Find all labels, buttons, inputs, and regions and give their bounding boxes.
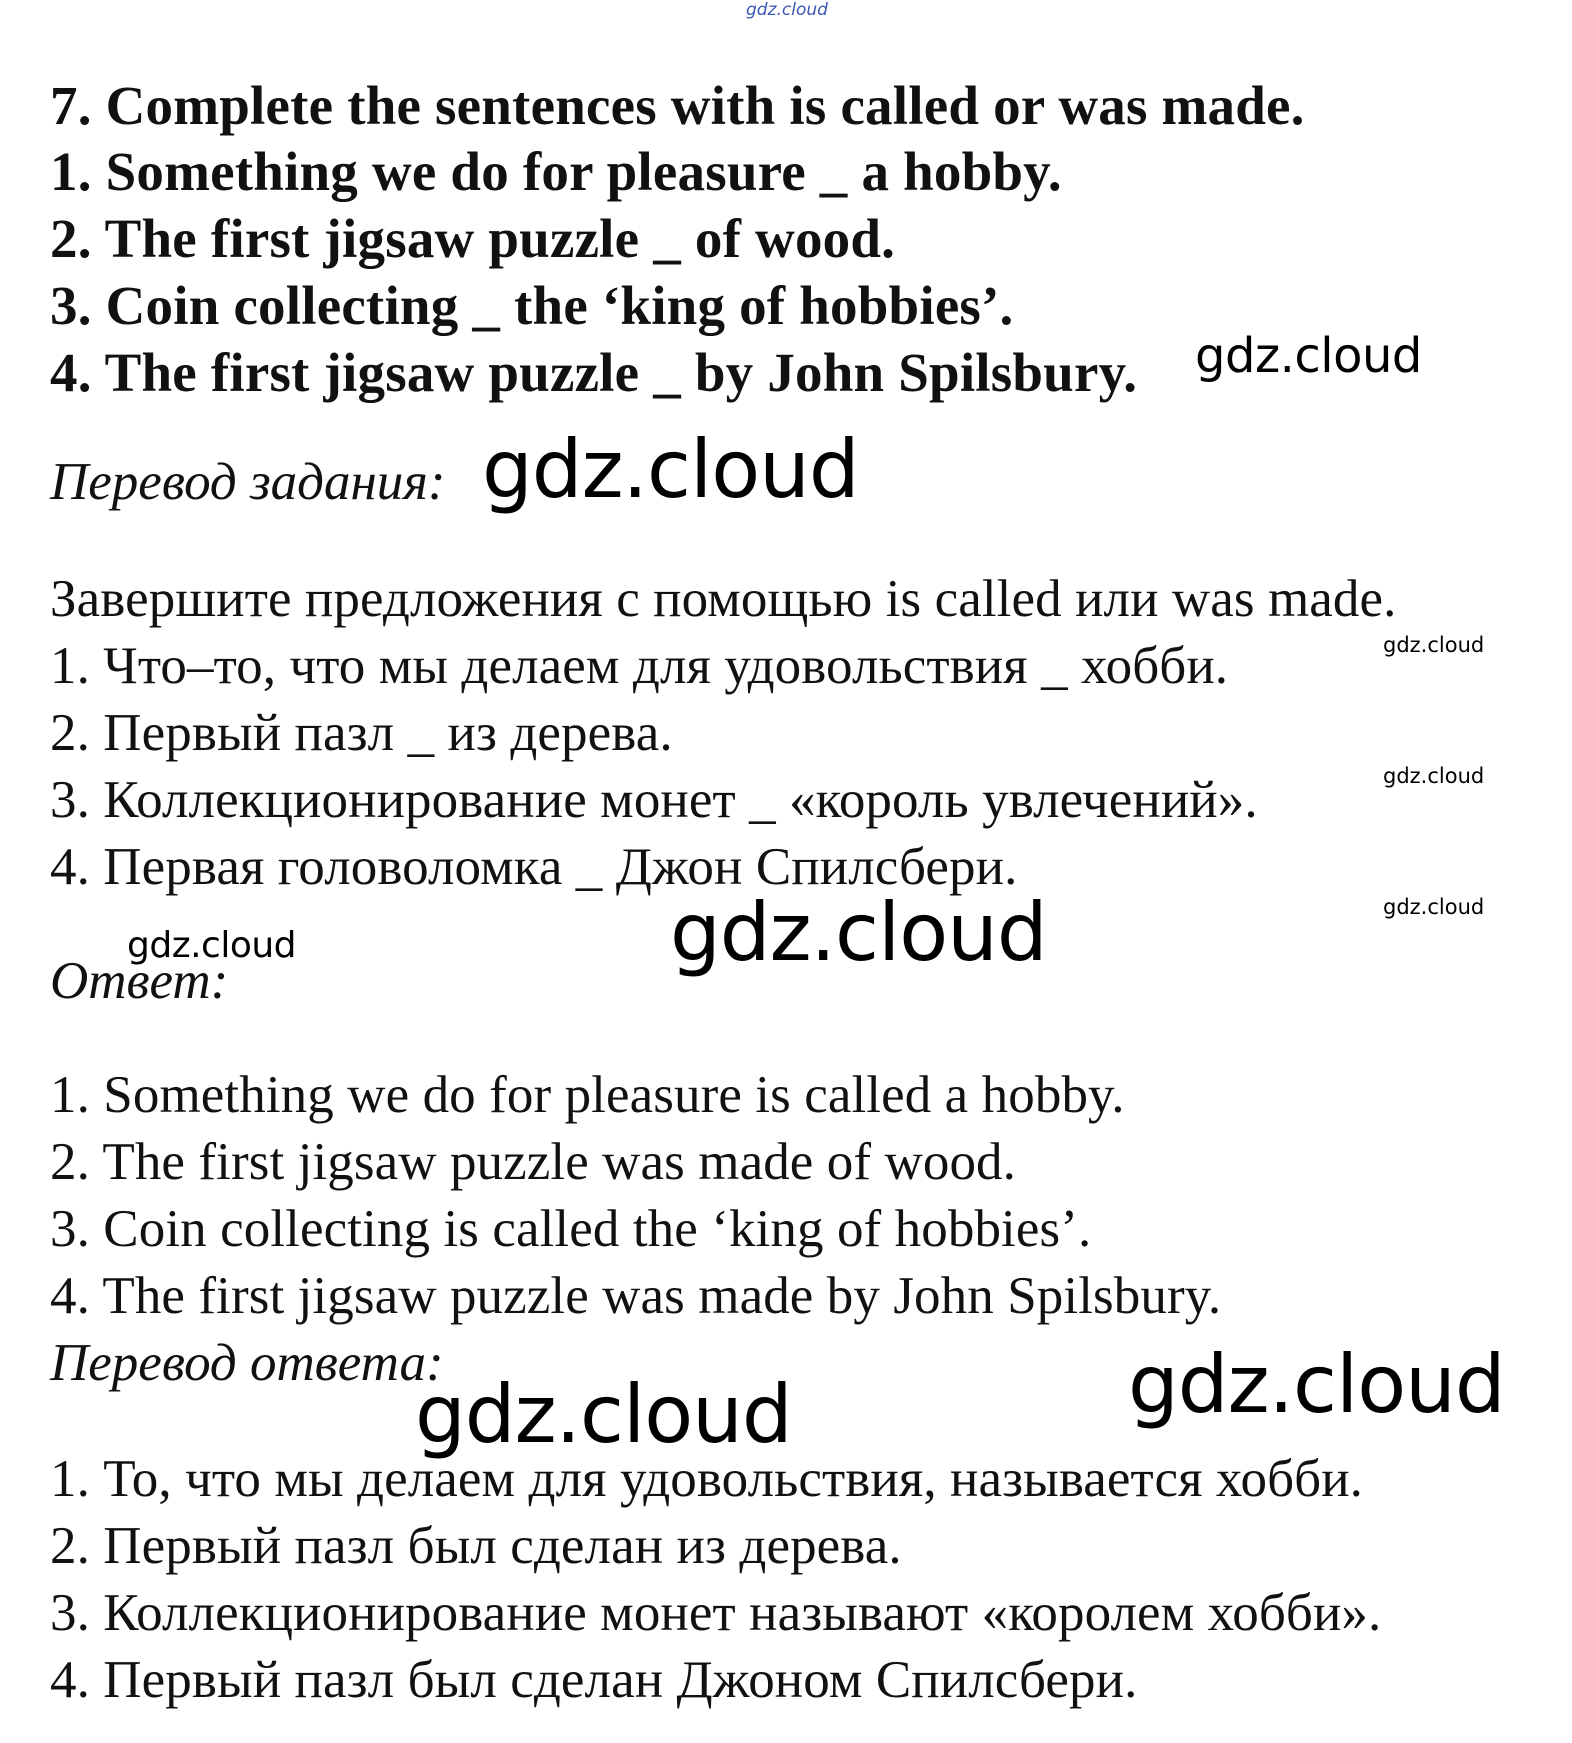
exercise-title: 7. Complete the sentences with is called or was made. — [50, 75, 1305, 136]
watermark: gdz.cloud — [1195, 328, 1422, 384]
answer-translation-item-3: 3. Коллекционирование монет называют «королем хобби». — [50, 1584, 1382, 1642]
watermark: gdz.cloud — [1383, 633, 1485, 657]
answer-translation-item-4: 4. Первый пазл был сделан Джоном Спилсбери. — [50, 1651, 1138, 1709]
task-translation-item-4: 4. Первая головоломка _ Джон Спилсбери. — [50, 838, 1018, 896]
answer-heading: Ответ: — [50, 952, 229, 1010]
exercise-item-2: 2. The first jigsaw puzzle _ of wood. — [50, 208, 896, 269]
answer-translation-item-1: 1. То, что мы делаем для удовольствия, называется хобби. — [50, 1450, 1364, 1508]
task-translation-item-1: 1. Что–то, что мы делаем для удовольствия _ хобби. — [50, 637, 1229, 695]
watermark: gdz.cloud — [127, 925, 297, 966]
task-translation-heading: Перевод задания: — [50, 453, 446, 511]
task-translation-title: Завершите предложения с помощью is called или was made. — [50, 570, 1397, 628]
watermark: gdz.cloud — [1383, 895, 1485, 919]
answer-item-1: 1. Something we do for pleasure is called a hobby. — [50, 1066, 1125, 1124]
exercise-item-3: 3. Coin collecting _ the ‘king of hobbies’. — [50, 275, 1014, 336]
answer-item-4: 4. The first jigsaw puzzle was made by John Spilsbury. — [50, 1267, 1222, 1325]
answer-translation-heading: Перевод ответа: — [50, 1334, 444, 1392]
answer-item-3: 3. Coin collecting is called the ‘king of hobbies’. — [50, 1200, 1092, 1258]
answer-translation-item-2: 2. Первый пазл был сделан из дерева. — [50, 1517, 902, 1575]
exercise-item-4: 4. The first jigsaw puzzle _ by John Spilsbury. — [50, 342, 1138, 403]
watermark: gdz.cloud — [1383, 764, 1485, 788]
task-translation-item-3: 3. Коллекционирование монет _ «король увлечений». — [50, 771, 1258, 829]
answer-item-2: 2. The first jigsaw puzzle was made of wood. — [50, 1133, 1017, 1191]
watermark-top: gdz.cloud — [746, 0, 828, 20]
watermark: gdz.cloud — [1128, 1338, 1505, 1431]
watermark: gdz.cloud — [482, 423, 859, 516]
watermark: gdz.cloud — [670, 886, 1047, 979]
watermark: gdz.cloud — [415, 1368, 792, 1461]
exercise-item-1: 1. Something we do for pleasure _ a hobby. — [50, 141, 1062, 202]
task-translation-item-2: 2. Первый пазл _ из дерева. — [50, 704, 673, 762]
